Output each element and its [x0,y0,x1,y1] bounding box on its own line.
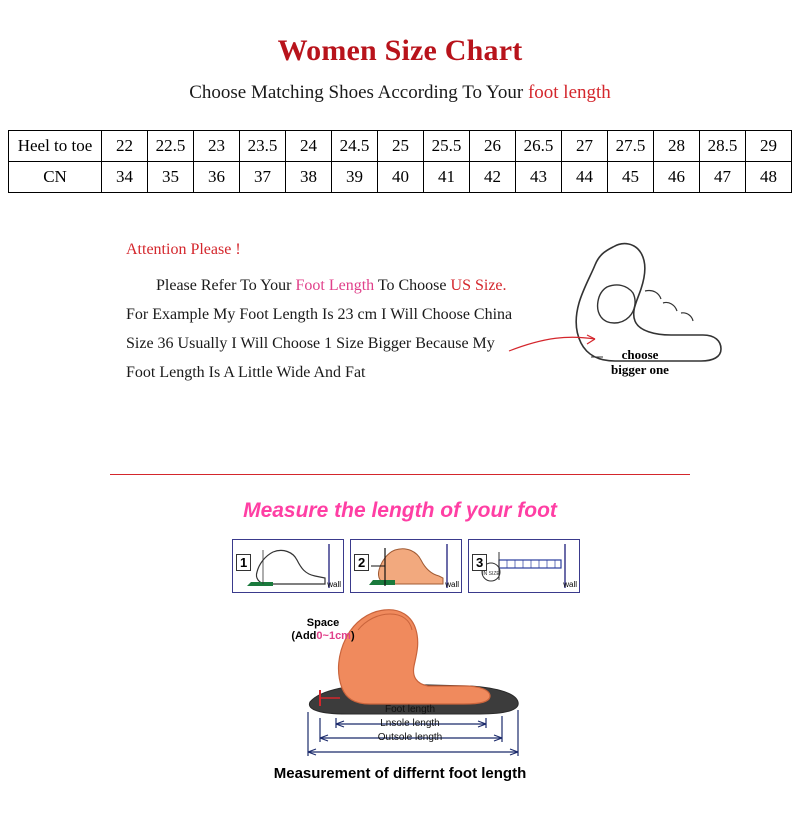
step-number-2: 2 [354,554,369,571]
step3-wall-label: wall [563,580,577,589]
measure-steps [232,539,580,593]
cell-heel-6: 25 [378,131,424,162]
choose-bigger-note [585,347,695,377]
cell-heel-10: 27 [562,131,608,162]
section-divider [110,474,690,475]
cell-heel-11: 27.5 [608,131,654,162]
cell-cn-1: 35 [148,162,194,193]
svg-text:IN SIZE: IN SIZE [482,571,500,577]
attn-us-size: US Size. [450,277,507,294]
cell-cn-2: 36 [194,162,240,193]
step1-wall-label: wall [327,580,341,589]
cell-cn-11: 45 [608,162,654,193]
cell-cn-9: 43 [516,162,562,193]
label-foot-length: Foot length [384,704,436,715]
attention-line-3: Size 36 Usually I Will Choose 1 Size Bigger Because My [126,335,495,352]
space-label-line1: Space [306,617,340,629]
table-row [9,131,792,162]
space-label-range: 0~1cm [316,630,351,642]
size-chart-page [0,34,800,834]
cell-heel-12: 28 [654,131,700,162]
label-insole-length: Lnsole length [380,718,440,729]
choose-bigger-line1: choose [621,347,659,362]
step-number-1: 1 [236,554,251,571]
measure-step-1 [232,539,344,593]
step2-wall-label: wall [445,580,459,589]
space-label-line2: (Add [291,630,317,642]
cell-heel-0: 22 [102,131,148,162]
cell-cn-5: 39 [332,162,378,193]
space-add-label [288,617,358,643]
page-subtitle [0,82,800,104]
attention-block [0,241,800,401]
cell-heel-13: 28.5 [700,131,746,162]
cell-cn-10: 44 [562,162,608,193]
attn-line1-a: Please Refer To Your [156,277,296,294]
size-table [8,130,792,193]
cell-cn-14: 48 [746,162,792,193]
cell-cn-6: 40 [378,162,424,193]
attn-foot-length: Foot Length [295,277,375,294]
size-table-container [8,130,792,193]
cell-heel-9: 26.5 [516,131,562,162]
measure-step-2 [350,539,462,593]
attention-line-2: For Example My Foot Length Is 23 cm I Will Choose China [126,306,513,323]
cell-heel-8: 26 [470,131,516,162]
table-row [9,162,792,193]
cell-cn-13: 47 [700,162,746,193]
attn-line1-c: To Choose [374,277,451,294]
cell-cn-3: 37 [240,162,286,193]
attention-line-4: Foot Length Is A Little Wide And Fat [126,364,366,381]
choose-bigger-line2: bigger one [611,362,669,377]
cell-heel-3: 23.5 [240,131,286,162]
cell-heel-5: 24.5 [332,131,378,162]
cell-heel-1: 22.5 [148,131,194,162]
row-label-heel-to-toe: Heel to toe [9,131,102,162]
label-outsole-length: Outsole length [377,732,443,743]
page-title: Women Size Chart [277,34,523,67]
cell-cn-4: 38 [286,162,332,193]
measure-step-3 [468,539,580,593]
row-label-cn: CN [9,162,102,193]
attention-title: Attention Please ! [126,241,241,258]
cell-heel-14: 29 [746,131,792,162]
measure-section-title: Measure the length of your foot [243,499,557,522]
step-number-3: 3 [472,554,487,571]
cell-cn-0: 34 [102,162,148,193]
cell-heel-7: 25.5 [424,131,470,162]
cell-heel-2: 23 [194,131,240,162]
space-label-line2-end: ) [350,630,355,642]
subtitle-accent: foot length [527,82,611,103]
cell-cn-12: 46 [654,162,700,193]
diagram-caption: Measurement of differnt foot length [273,765,527,782]
cell-cn-8: 42 [470,162,516,193]
cell-heel-4: 24 [286,131,332,162]
subtitle-text: Choose Matching Shoes According To Your [189,82,528,103]
cell-cn-7: 41 [424,162,470,193]
